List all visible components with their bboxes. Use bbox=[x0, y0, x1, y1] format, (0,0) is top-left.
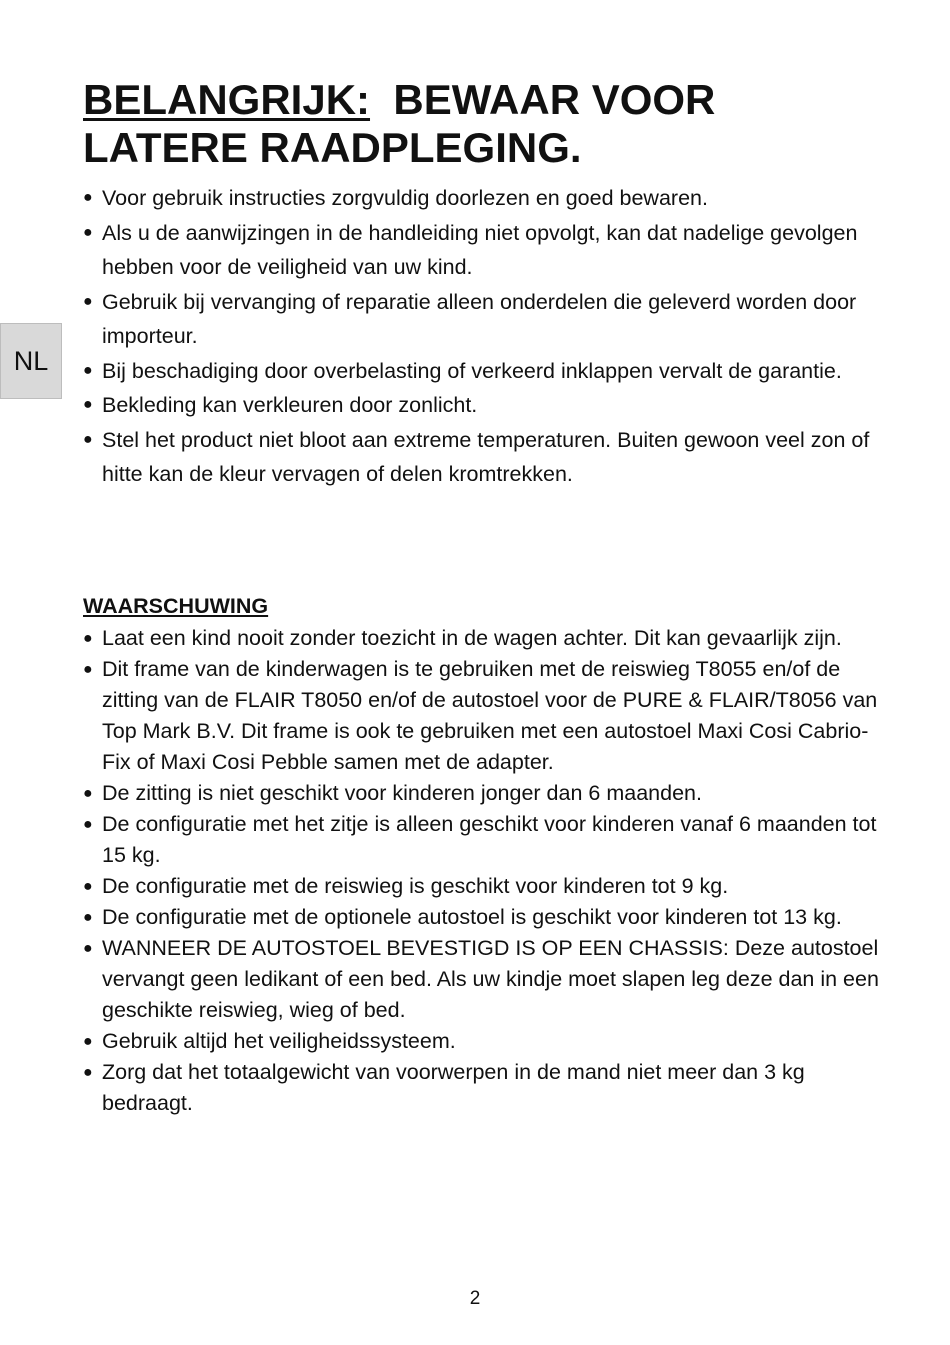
bullet-icon: ● bbox=[83, 909, 93, 926]
page-title bbox=[83, 76, 883, 172]
bullet-icon: ● bbox=[83, 189, 93, 206]
title-line2: LATERE RAADPLEGING. bbox=[83, 124, 582, 171]
bullet-icon: ● bbox=[83, 785, 93, 802]
list-item: ● De zitting is niet geschikt voor kinderen jonger dan 6 maanden. bbox=[80, 778, 880, 809]
bullet-icon: ● bbox=[83, 292, 93, 310]
title-important-label: BELANGRIJK: bbox=[83, 76, 371, 123]
bullet-icon: ● bbox=[83, 661, 93, 678]
bullet-icon: ● bbox=[83, 816, 93, 833]
list-item: ● Bij beschadiging door overbelasting of verkeerd inklappen vervalt de garantie. bbox=[80, 354, 880, 389]
language-tab bbox=[0, 323, 62, 399]
bullet-icon: ● bbox=[83, 1064, 93, 1081]
bullet-icon: ● bbox=[83, 361, 93, 379]
list-item: ● Dit frame van de kinderwagen is te gebruiken met de reiswieg T8055 en/of de zitting van de FLAIR T8050 en/of de autostoel voor de PURE & FLAIR/T8056 van Top Mark B.V. Dit frame is ook te gebruiken met een autostoel Maxi Cosi Cabrio-Fix of Maxi Cosi Pebble samen met de adapter. bbox=[80, 654, 880, 778]
list-item: ● Als u de aanwijzingen in de handleiding niet opvolgt, kan dat nadelige gevolgen hebben voor de veiligheid van uw kind. bbox=[80, 216, 880, 285]
warning-heading: WAARSCHUWING bbox=[83, 594, 269, 618]
list-item: ● De configuratie met het zitje is alleen geschikt voor kinderen vanaf 6 maanden tot 15 kg. bbox=[80, 809, 880, 871]
list-item: ● De configuratie met de optionele autostoel is geschikt voor kinderen tot 13 kg. bbox=[80, 902, 880, 933]
bullet-icon: ● bbox=[83, 630, 93, 647]
list-item: ● Stel het product niet bloot aan extreme temperaturen. Buiten gewoon veel zon of hitte kan de kleur vervagen of delen kromtrekken. bbox=[80, 423, 880, 492]
list-item: ● Gebruik altijd het veiligheidssysteem. bbox=[80, 1026, 880, 1057]
list-item: ● Laat een kind nooit zonder toezicht in de wagen achter. Dit kan gevaarlijk zijn. bbox=[80, 623, 880, 654]
bullet-icon: ● bbox=[83, 430, 93, 448]
list-item: ● De configuratie met de reiswieg is geschikt voor kinderen tot 9 kg. bbox=[80, 871, 880, 902]
title-line1-rest: BEWAAR VOOR bbox=[393, 76, 716, 123]
bullet-icon: ● bbox=[83, 940, 93, 957]
list-item: ● Bekleding kan verkleuren door zonlicht. bbox=[80, 388, 880, 423]
language-tab-label: NL bbox=[13, 345, 49, 376]
bullet-icon: ● bbox=[83, 396, 93, 413]
warning-list bbox=[80, 623, 880, 1119]
list-item: ● Zorg dat het totaalgewicht van voorwerpen in de mand niet meer dan 3 kg bedraagt. bbox=[80, 1057, 880, 1119]
bullet-icon: ● bbox=[83, 878, 93, 895]
list-item: ● WANNEER DE AUTOSTOEL BEVESTIGD IS OP EEN CHASSIS: Deze autostoel vervangt geen ledikant of een bed. Als uw kindje moet slapen leg deze dan in een geschikte reiswieg, wieg of bed. bbox=[80, 933, 880, 1026]
bullet-icon: ● bbox=[83, 1033, 93, 1050]
page-number: 2 bbox=[469, 1288, 481, 1309]
list-item: ● Voor gebruik instructies zorgvuldig doorlezen en goed bewaren. bbox=[80, 181, 880, 216]
list-item: ● Gebruik bij vervanging of reparatie alleen onderdelen die geleverd worden door importeur. bbox=[80, 285, 880, 354]
bullet-icon: ● bbox=[83, 223, 93, 241]
important-list bbox=[80, 181, 880, 492]
